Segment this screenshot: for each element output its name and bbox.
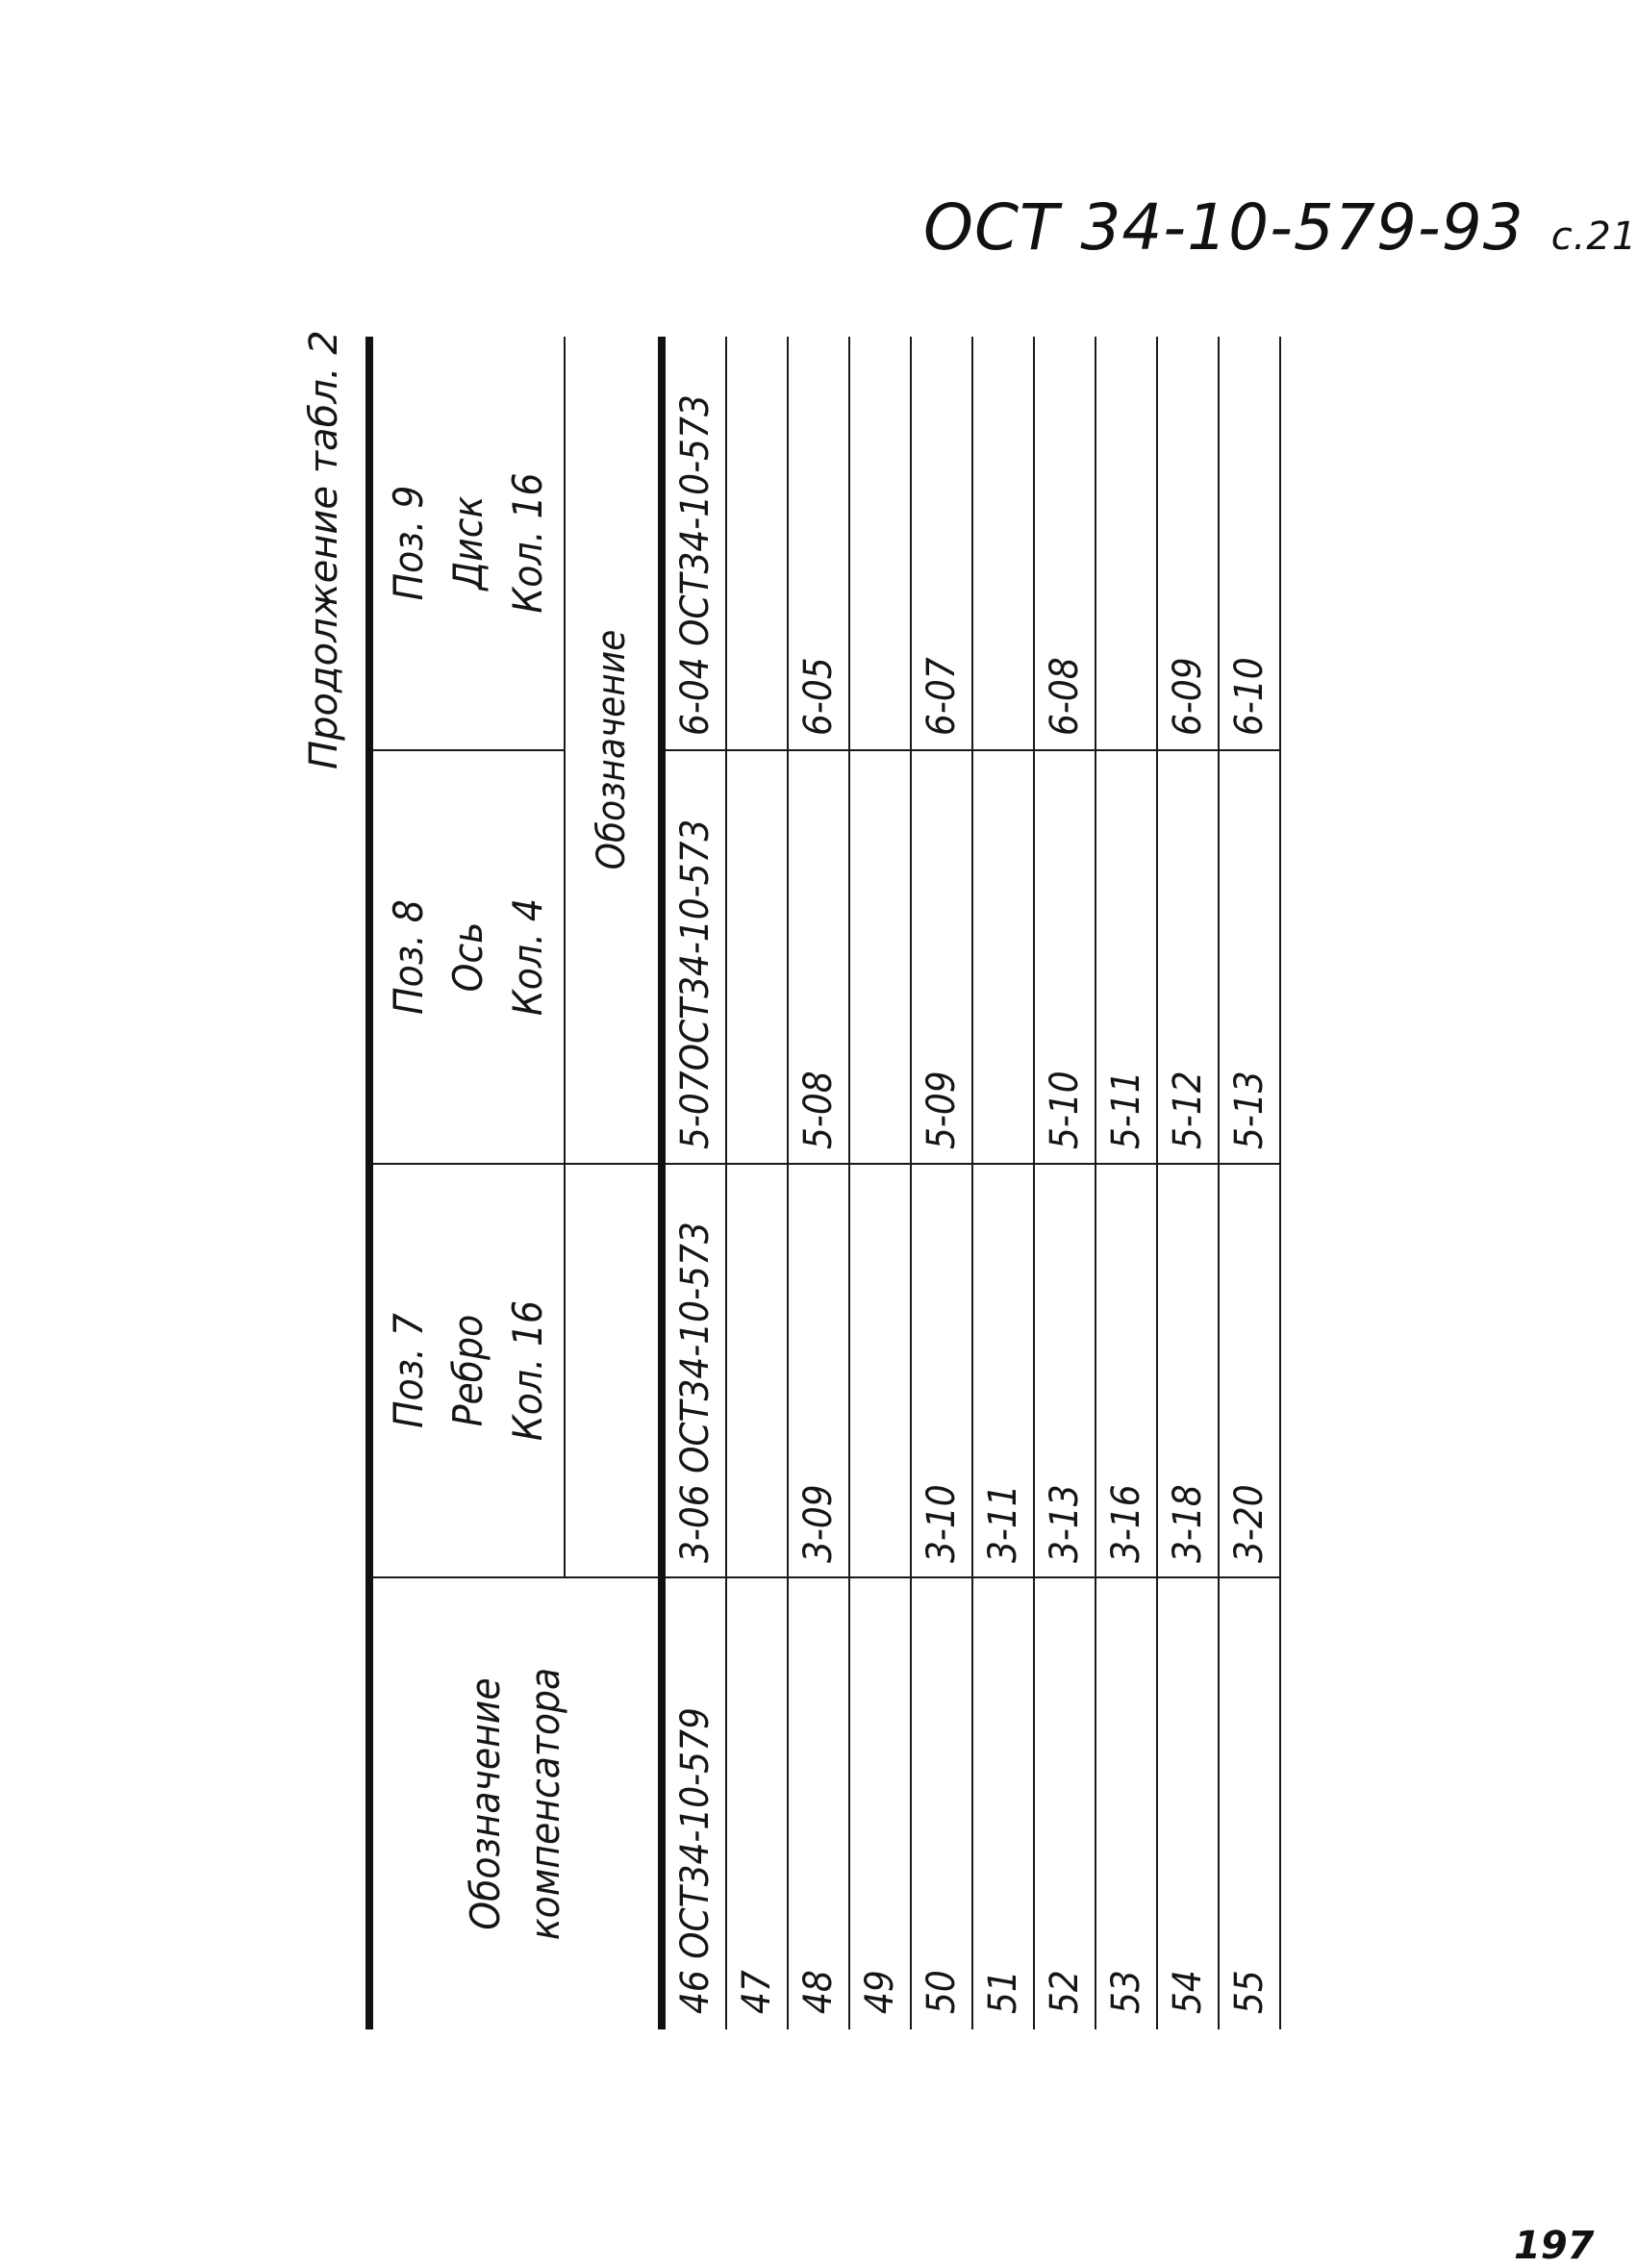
document-header bbox=[923, 190, 1637, 265]
pos8-number: Поз. 8 bbox=[385, 899, 432, 1015]
compensator-header bbox=[369, 1577, 662, 2029]
table-row bbox=[726, 337, 788, 2029]
compensator-cell: 47 bbox=[726, 1577, 788, 2029]
pos8-cell: 5-09 bbox=[911, 750, 972, 1164]
pos7-cell: 3-16 bbox=[1096, 1164, 1157, 1577]
compensator-cell: 52 bbox=[1034, 1577, 1096, 2029]
pos9-cell: 6-08 bbox=[1034, 337, 1096, 750]
table-row bbox=[1096, 337, 1157, 2029]
table-row bbox=[788, 337, 849, 2029]
pos8-cell: 5-08 bbox=[788, 750, 849, 1164]
pos8-cell bbox=[849, 750, 911, 1164]
table-row bbox=[849, 337, 911, 2029]
compensator-header-line2: компенсатора bbox=[521, 1667, 568, 1941]
compensator-cell: 51 bbox=[972, 1577, 1034, 2029]
rotated-table-block bbox=[289, 330, 1272, 2029]
compensator-cell: 53 bbox=[1096, 1577, 1157, 2029]
pos9-cell: 6-07 bbox=[911, 337, 972, 750]
pos7-cell: 3-09 bbox=[788, 1164, 849, 1577]
compensator-cell: 54 bbox=[1157, 1577, 1219, 2029]
table-row bbox=[1219, 337, 1280, 2029]
pos7-cell: 3-20 bbox=[1219, 1164, 1280, 1577]
table-row bbox=[911, 337, 972, 2029]
pos8-quantity: Кол. 4 bbox=[504, 897, 551, 1017]
pos9-cell bbox=[972, 337, 1034, 750]
pos9-cell: 6-05 bbox=[788, 337, 849, 750]
pos9-cell bbox=[849, 337, 911, 750]
table-row bbox=[1157, 337, 1219, 2029]
page-reference: с.21 bbox=[1550, 214, 1637, 259]
pos7-cell bbox=[849, 1164, 911, 1577]
pos9-part-name: Диск bbox=[444, 495, 491, 591]
pos8-part-name: Ось bbox=[444, 921, 491, 993]
header-row bbox=[369, 337, 565, 2029]
compensator-cell: 48 bbox=[788, 1577, 849, 2029]
pos8-cell: 5-07ОСТ34-10-573 bbox=[662, 750, 726, 1164]
pos9-cell: 6-10 bbox=[1219, 337, 1280, 750]
pos8-cell bbox=[726, 750, 788, 1164]
table-row bbox=[1034, 337, 1096, 2029]
pos7-cell: 3-18 bbox=[1157, 1164, 1219, 1577]
table-caption: Продолжение табл. 2 bbox=[302, 330, 346, 769]
page-number: 197 bbox=[1514, 2224, 1595, 2268]
compensator-cell: 49 bbox=[849, 1577, 911, 2029]
pos7-cell bbox=[726, 1164, 788, 1577]
pos8-cell: 5-13 bbox=[1219, 750, 1280, 1164]
compensator-cell: 55 bbox=[1219, 1577, 1280, 2029]
pos7-quantity: Кол. 16 bbox=[504, 1299, 551, 1442]
pos7-cell: 3-06 ОСТ34-10-573 bbox=[662, 1164, 726, 1577]
pos8-header bbox=[369, 750, 565, 1164]
compensator-cell: 46 ОСТ34-10-579 bbox=[662, 1577, 726, 2029]
pos9-quantity: Кол. 16 bbox=[504, 472, 551, 614]
pos7-cell: 3-11 bbox=[972, 1164, 1034, 1577]
compensator-cell: 50 bbox=[911, 1577, 972, 2029]
designation-header: Обозначение bbox=[565, 337, 662, 1164]
designation-gap-cell bbox=[565, 1164, 662, 1577]
pos9-cell: 6-04 ОСТ34-10-573 bbox=[662, 337, 726, 750]
pos7-part-name: Ребро bbox=[444, 1314, 491, 1427]
pos8-cell bbox=[972, 750, 1034, 1164]
pos8-cell: 5-11 bbox=[1096, 750, 1157, 1164]
pos8-cell: 5-10 bbox=[1034, 750, 1096, 1164]
compensator-header-line1: Обозначение bbox=[462, 1677, 509, 1930]
table-row bbox=[662, 337, 726, 2029]
pos7-header bbox=[369, 1164, 565, 1577]
pos8-cell: 5-12 bbox=[1157, 750, 1219, 1164]
pos7-number: Поз. 7 bbox=[385, 1313, 432, 1428]
spec-table bbox=[365, 337, 1281, 2029]
pos9-cell: 6-09 bbox=[1157, 337, 1219, 750]
pos7-cell: 3-13 bbox=[1034, 1164, 1096, 1577]
pos9-cell bbox=[1096, 337, 1157, 750]
pos9-number: Поз. 9 bbox=[385, 485, 432, 601]
pos7-cell: 3-10 bbox=[911, 1164, 972, 1577]
table-row bbox=[972, 337, 1034, 2029]
standard-designation: ОСТ 34-10-579-93 bbox=[923, 190, 1524, 265]
pos9-cell bbox=[726, 337, 788, 750]
pos9-header bbox=[369, 337, 565, 750]
